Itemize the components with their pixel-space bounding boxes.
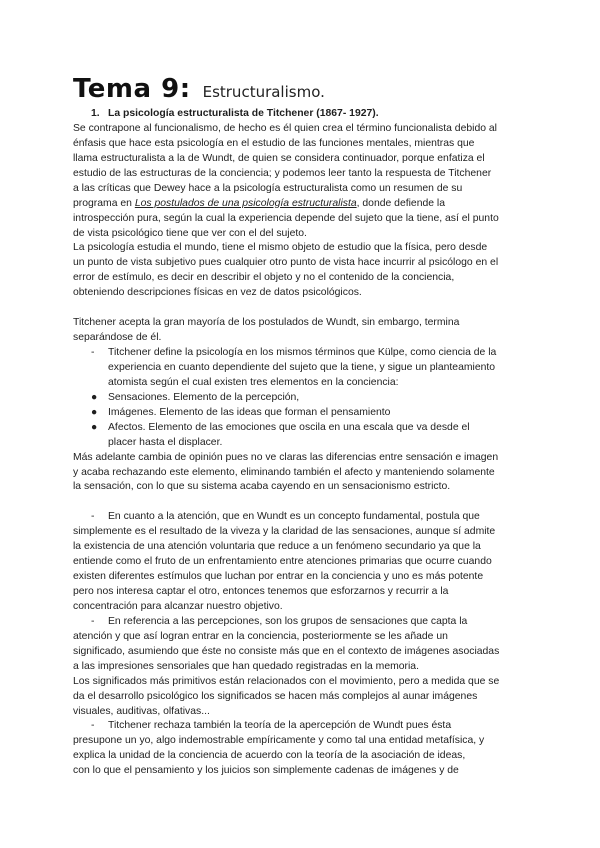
text-line: de vista psicológico tiene que ver con el del sujeto. — [73, 227, 307, 239]
text-line: entiende como el fruto de un enfrentamiento entre atenciones primarias que ocurre cuando — [73, 556, 492, 568]
text-line: estudio de las estructuras de la conciencia; y podemos leer tanto la respuesta de Titchener — [73, 167, 492, 179]
document-body — [73, 107, 533, 779]
text-line — [73, 346, 533, 361]
text-line: visuales, auditivas, olfativas... — [73, 705, 210, 717]
text-line: explica la unidad de la conciencia de acuerdo con la teoría de la asociación de ideas, — [73, 750, 466, 762]
dash-marker: - — [91, 347, 95, 358]
paragraph-wundt — [73, 316, 533, 346]
text-line: concentración para alcanzar nuestro objetivo. — [73, 600, 283, 612]
text-fragment: En referencia a las percepciones, son los grupos de sensaciones que capta la — [108, 615, 468, 627]
text-line: da el desarrollo psicológico los significados se hacen más complejos al aunar imágenes — [73, 690, 478, 702]
text-fragment: , donde defiende la — [356, 197, 446, 209]
bullet-list — [73, 391, 533, 451]
text-line — [73, 510, 533, 525]
text-line: llama estructuralista a la de Wundt, de quien se considera continuador, porque enfatiza el — [73, 152, 485, 164]
text-fragment: Imágenes. Elemento de las ideas que forman el pensamiento — [108, 406, 391, 418]
text-line — [73, 615, 533, 630]
text-line: experiencia en cuanto dependiente del sujeto que la tiene, y sigue un planteamiento — [108, 361, 496, 373]
text-line: La psicología estudia el mundo, tiene el mismo objeto de estudio que la física, pero desde — [73, 242, 488, 254]
dash-marker: - — [91, 720, 95, 732]
text-fragment: Afectos. Elemento de las emociones que oscila en una escala que va desde el — [108, 421, 470, 433]
text-line: significado, asumiendo que éste no consiste más que en el contexto de imágenes asociadas — [73, 645, 500, 657]
paragraph-object — [73, 241, 533, 301]
text-line: Más adelante cambia de opinión pues no ve claras las diferencias entre sensación e imagen — [73, 451, 499, 463]
text-line: énfasis que hace esta psicología en el estudio de las funciones mentales, mientras que — [73, 137, 475, 149]
text-line: presupone un yo, algo indemostrable empíricamente y como tal una entidad metafísica, y — [73, 735, 485, 747]
text-line: a las impresiones sensoriales que han quedado registradas en la memoria. — [73, 660, 419, 672]
text-line: pero nos interesa captar el otro, entonces tenemos que esforzarnos y recurrir a la — [73, 586, 449, 597]
paragraph-meanings — [73, 675, 533, 720]
list-item — [73, 421, 533, 436]
title-subtitle: Estructuralismo. — [202, 83, 325, 101]
text-line: simplemente es el resultado de la viveza y la claridad de las sensaciones, aunque sí admite — [73, 526, 496, 538]
document-title — [73, 74, 325, 104]
title-main: Tema 9: — [73, 74, 191, 104]
text-fragment: En cuanto a la atención, que en Wundt es un concepto fundamental, postula que — [108, 511, 480, 523]
heading-text: La psicología estructuralista de Titchener (1867- 1927). — [108, 108, 379, 119]
text-line: a las críticas que Dewey hace a la psicología estructuralista como un resumen de su — [73, 182, 463, 194]
blank-line — [73, 301, 533, 316]
text-line — [73, 197, 533, 212]
dash-item-definition — [73, 346, 533, 391]
text-line: la sensación, con lo que su sistema acaba cayendo en un sensacionismo estricto. — [73, 481, 451, 493]
text-line: atención y que así logran entrar en la conciencia, posteriormente se les añade un — [73, 630, 448, 642]
dash-item-attention — [73, 510, 533, 615]
bullet-marker: ● — [91, 406, 98, 418]
dash-item-apperception — [73, 719, 533, 779]
bullet-marker: ● — [91, 391, 98, 403]
text-fragment: Titchener rechaza también la teoría de la apercepción de Wundt pues ésta — [108, 720, 452, 732]
text-fragment: Titchener define la psicología en los mismos términos que Külpe, como ciencia de la — [108, 347, 497, 358]
text-line: placer hasta el displacer. — [108, 436, 223, 448]
text-line: Los significados más primitivos están relacionados con el movimiento, pero a medida que se — [73, 675, 500, 687]
text-fragment: Sensaciones. Elemento de la percepción, — [108, 391, 300, 403]
heading-number: 1. — [91, 108, 100, 119]
text-line: error de estímulo, es decir en describir el objeto y no el contenido de la conciencia, — [73, 272, 455, 284]
text-line — [73, 719, 533, 734]
text-line: la existencia de una atención voluntaria que reduce a un fenómeno secundario ya que la — [73, 541, 481, 553]
blank-line — [73, 495, 533, 510]
text-line: un punto de vista subjetivo pues cualquier otro punto de vista hace incurrir al psicólogo en el — [73, 257, 499, 269]
dash-marker: - — [91, 615, 95, 627]
list-item — [73, 406, 533, 421]
paragraph-change — [73, 451, 533, 496]
text-line: atomista según el cual existen tres elementos en la conciencia: — [108, 376, 399, 388]
text-line: con lo que el pensamiento y los juicios son simplemente cadenas de imágenes y de — [73, 765, 459, 777]
text-line: existen diferentes estímulos que luchan por entrar en la conciencia y uno es más potente — [73, 571, 484, 583]
list-item — [73, 391, 533, 406]
text-fragment: programa en — [73, 197, 135, 209]
bullet-marker: ● — [91, 421, 98, 433]
dash-item-perception — [73, 615, 533, 675]
text-line: y acaba rechazando este elemento, eliminando también el afecto y manteniendo solamente — [73, 466, 495, 478]
dash-marker: - — [91, 511, 95, 523]
text-line: introspección pura, según la cual la experiencia depende del sujeto que la tiene, así el punto — [73, 212, 499, 224]
text-line: obteniendo descripciones físicas en vez de datos psicológicos. — [73, 287, 362, 299]
section-heading — [73, 107, 533, 122]
text-line: separándose de él. — [73, 332, 162, 344]
paragraph-intro — [73, 122, 533, 242]
text-line: Se contrapone al funcionalismo, de hecho es él quien crea el término funcionalista debido al — [73, 122, 497, 134]
text-line: Titchener acepta la gran mayoría de los postulados de Wundt, sin embargo, termina — [73, 317, 460, 329]
book-title-link[interactable]: Los postulados de una psicología estructuralista — [134, 197, 357, 209]
